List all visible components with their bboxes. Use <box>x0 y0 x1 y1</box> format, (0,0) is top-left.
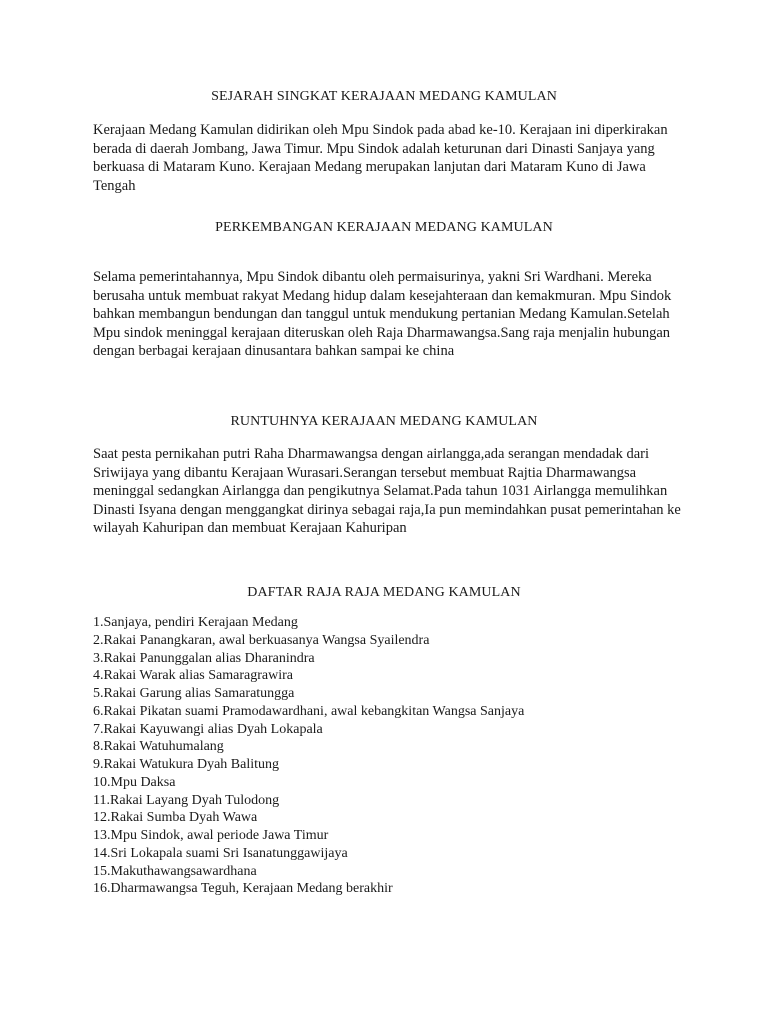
list-item: 2.Rakai Panangkaran, awal berkuasanya Wangsa Syailendra <box>93 632 430 648</box>
list-item: 14.Sri Lokapala suami Sri Isanatunggawijaya <box>93 845 348 861</box>
list-item: 8.Rakai Watuhumalang <box>93 739 224 755</box>
section-body-sejarah: Kerajaan Medang Kamulan didirikan oleh Mpu Sindok pada abad ke-10. Kerajaan ini diperkirakan berada di daerah Jombang, Jawa Timur. Mpu Sindok adalah keturunan dari Dinasti Sanjaya yang berkuasa di Mataram Kuno. Kerajaan Medang merupakan lanjutan dari Mataram Kuno di Jawa Tengah <box>93 122 668 194</box>
list-item: 10.Mpu Daksa <box>93 774 176 790</box>
list-item: 9.Rakai Watukura Dyah Balitung <box>93 757 280 772</box>
list-item: 6.Rakai Pikatan suami Pramodawardhani, awal kebangkitan Wangsa Sanjaya <box>93 703 525 719</box>
list-item: 13.Mpu Sindok, awal periode Jawa Timur <box>93 828 329 843</box>
list-item: 11.Rakai Layang Dyah Tulodong <box>93 792 280 808</box>
list-item: 1.Sanjaya, pendiri Kerajaan Medang <box>93 615 298 630</box>
list-item: 15.Makuthawangsawardhana <box>93 863 257 879</box>
section-body-perkembangan: Selama pemerintahannya, Mpu Sindok dibantu oleh permaisurinya, yakni Sri Wardhani. Mereka berusaha untuk membuat rakyat Medang hidup dalam kesejahteraan dan kemakmuran. Mpu Sindok bahkan membangun bendungan dan tanggul untuk mendukung pertanian Medang Kamulan.Setelah Mpu sindok meninggal kerajaan diteruskan oleh Raja Dharmawangsa.Sang raja menjalin hubungan dengan berbagai kerajaan dinusantara bahkan sampai ke china <box>93 269 672 360</box>
list-item: 16.Dharmawangsa Teguh, Kerajaan Medang berakhir <box>93 881 393 897</box>
list-item: 5.Rakai Garung alias Samaratungga <box>93 686 295 701</box>
list-item: 4.Rakai Warak alias Samaragrawira <box>93 668 293 684</box>
section-title-perkembangan: PERKEMBANGAN KERAJAAN MEDANG KAMULAN <box>215 220 553 235</box>
kings-list <box>93 614 653 898</box>
list-item: 3.Rakai Panunggalan alias Dharanindra <box>93 650 315 666</box>
section-body-runtuhnya: Saat pesta pernikahan putri Raha Dharmawangsa dengan airlangga,ada serangan mendadak dari Sriwijaya yang dibantu Kerajaan Wurasari.Serangan tersebut membuat Rajtia Dharmawangsa meninggal sedangkan Airlangga dan pengikutnya Selamat.Pada tahun 1031 Airlangga memulihkan Dinasti Isyana dengan menggangkat dirinya sebagai raja,Ia pun memindahkan pusat pemerintahan ke wilayah Kahuripan dan membuat Kerajaan Kahuripan <box>93 446 681 537</box>
section-title-sejarah: SEJARAH SINGKAT KERAJAAN MEDANG KAMULAN <box>211 89 557 104</box>
section-title-daftar-raja: DAFTAR RAJA RAJA MEDANG KAMULAN <box>247 585 521 600</box>
list-item: 12.Rakai Sumba Dyah Wawa <box>93 810 258 826</box>
section-title-runtuhnya: RUNTUHNYA KERAJAAN MEDANG KAMULAN <box>230 414 538 429</box>
list-item: 7.Rakai Kayuwangi alias Dyah Lokapala <box>93 721 323 737</box>
